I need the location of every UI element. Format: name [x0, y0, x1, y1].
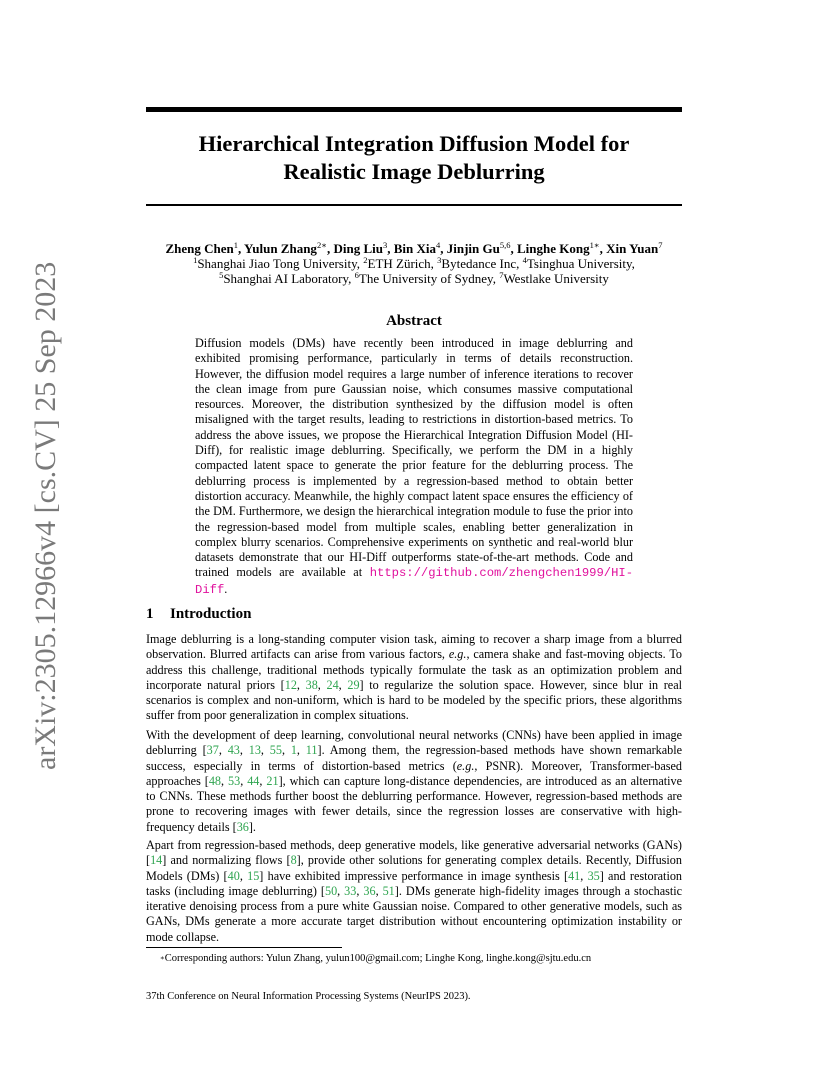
author-name: Xin Yuan [606, 241, 659, 256]
paragraph-text: ] to regularize the solution space. However, since blur in real scenarios is complex and non-uniform, which is hard to be modeled by the specific priors, these algorithms suffer from poor generalization in complex situations. [146, 677, 683, 723]
author-affiliation-mark: 4 [435, 240, 441, 250]
paragraph-text: , [239, 743, 249, 758]
footnote-rule [146, 947, 342, 948]
author-name: Zheng Chen [165, 241, 234, 256]
citation-link[interactable]: 12 [284, 677, 297, 692]
paragraph-text: ]. DMs generate high-fidelity images through a stochastic iterative denoising process from a pure white Gaussian noise. Compared to other generative models, such as GANs, DMs generate a more accurate target distribution without encountering optimization instability or mode collapse. [146, 883, 683, 944]
author-name: Bin Xia [393, 241, 436, 256]
citation-link[interactable]: 43 [227, 743, 240, 758]
affiliations-line-2 [100, 271, 728, 286]
abstract-text: Diffusion models (DMs) have recently been introduced in image deblurring and exhibited promising performance, particularly in terms of details reconstruction. However, the diffusion model requires a large number of inference iterations to recover the clean image from pure Gaussian noise, which consumes massive computational resources. Moreover, the distribution synthesized by the diffusion model is often misaligned with the target results, leading to restrictions in distortion-based metrics. To address the above issues, we propose the Hierarchical Integration Diffusion Model (HI-Diff), for realistic image deblurring. Specifically, we perform the DM in a highly compacted latent space to generate the prior feature for the deblurring process. The deblurring process is implemented by a regression-based method to obtain better distortion accuracy. Meanwhile, the highly compact latent space ensures the efficiency of the DM. Furthermore, we design the hierarchical integration module to fuse the prior into the regression-based model from multiple scales, enabling better generalization in complex blurry scenarios. Comprehensive experiments on synthetic and real-world blur datasets demonstrate that our HI-Diff outperforms state-of-the-art methods. Code and trained models are available at [195, 336, 633, 580]
paragraph-text: , [375, 883, 383, 898]
footnote-text: Corresponding authors: Yulun Zhang, yulun100@gmail.com; Linghe Kong, linghe.kong@sjtu.edu.cn [164, 953, 592, 964]
author-affiliation-mark: 7 [658, 240, 663, 250]
paragraph-text: ] and normalizing flows [ [162, 853, 291, 868]
paragraph-text: , [296, 743, 306, 758]
paragraph-text: , camera shake and fast-moving objects. To address this challenge, traditional methods typically formulate the task as an optimization problem and incorporate natural priors [ [146, 647, 682, 692]
citation-link[interactable]: 14 [150, 853, 163, 868]
section-title: Introduction [170, 606, 252, 622]
author-name: Linghe Kong [516, 241, 590, 256]
affiliation-mark: 1 [193, 255, 198, 265]
paper-title [146, 130, 682, 186]
italic-text: e.g. [456, 758, 475, 773]
paragraph-text: ]. Among them, the regression-based methods have shown remarkable success, especially in terms of distortion-based metrics ( [146, 743, 683, 773]
citation-link[interactable]: 37 [206, 743, 219, 758]
citation-link[interactable]: 44 [247, 773, 260, 788]
citation-link[interactable]: 55 [269, 743, 282, 758]
author-name: Jinjin Gu [446, 241, 500, 256]
paragraph-text: , [239, 868, 248, 883]
affiliation-name: ETH Zürich, [367, 256, 434, 271]
affiliation-name: Bytedance Inc, [441, 256, 520, 271]
author-name: Ding Liu [333, 241, 383, 256]
affiliation-mark: 4 [522, 255, 527, 265]
citation-link[interactable]: 38 [305, 677, 318, 692]
author-names: Zheng Chen$^1$, Yulun Zhang$^{2∗}$, Ding Liu$^3$, Bin Xia$^4$, Jinjin Gu$^{5,6}$, Linghe Kong$^{1∗}$, Xin Yuan$^7$ [165, 240, 663, 256]
paragraph-text: , [296, 677, 306, 692]
code-link[interactable]: https://github.com/zhengchen1999/HI-Diff [195, 566, 634, 597]
affiliation-name: Westlake University [503, 271, 609, 286]
paragraph-text: , [240, 773, 248, 788]
affiliation-mark: 7 [499, 270, 504, 280]
paragraph-text: , [356, 883, 364, 898]
author-affiliation-mark: 3 [382, 240, 388, 250]
citation-link[interactable]: 51 [382, 883, 395, 898]
author-affiliation-mark: 1 [233, 240, 239, 250]
paragraph-text: ] have exhibited impressive performance in image synthesis [ [259, 868, 569, 883]
paragraph-text: ], provide other solutions for generating complex details. Recently, Diffusion Models (DMs) [ [146, 853, 682, 883]
paragraph-text: Image deblurring is a long-standing computer vision task, aiming to recover a sharp image from a blurred observation. Blurred artifacts can arise from various factors, [146, 632, 682, 662]
author-block [100, 241, 728, 286]
affiliation-name: The University of Sydney, [358, 271, 496, 286]
affiliation-mark: 2 [363, 255, 368, 265]
title-bottom-rule [146, 204, 682, 206]
conference-note: 37th Conference on Neural Information Processing Systems (NeurIPS 2023). [146, 991, 471, 1002]
citation-link[interactable]: 36 [363, 883, 376, 898]
paragraph-text: ], which can capture long-distance dependencies, are introduced as an alternative to CNNs. These methods further boost the deblurring performance. However, regression-based methods are prone to recovering images with fewer details, since the regression losses are conservative with high-frequency details [ [146, 773, 683, 834]
affiliation-mark: 5 [219, 270, 224, 280]
title-top-rule [146, 107, 682, 112]
author-name: Yulun Zhang [244, 241, 317, 256]
citation-link[interactable]: 36 [236, 819, 249, 834]
citation-link[interactable]: 33 [344, 883, 357, 898]
affiliation-mark: 3 [437, 255, 442, 265]
paragraph-text: , [338, 677, 348, 692]
footnote [160, 952, 700, 965]
citation-link[interactable]: 24 [326, 677, 339, 692]
affiliation-mark: 6 [354, 270, 359, 280]
affiliation-name: Shanghai Jiao Tong University, [197, 256, 360, 271]
paragraph-text: , [337, 883, 345, 898]
title-line-1: Hierarchical Integration Diffusion Model for [198, 131, 630, 156]
title-line-2: Realistic Image Deblurring [283, 159, 545, 184]
paragraph-text: , [221, 773, 228, 788]
citation-link[interactable]: 48 [208, 773, 221, 788]
intro-paragraph-2 [146, 728, 682, 835]
paragraph-text: ] and restoration tasks (including image deblurring) [ [146, 868, 683, 898]
citation-link[interactable]: 1 [290, 743, 297, 758]
paragraph-text: , PSNR). Moreover, Transformer-based approaches [ [146, 758, 682, 788]
paragraph-text: , [317, 677, 327, 692]
affiliation-name: Tsinghua University, [526, 256, 635, 271]
citation-link[interactable]: 8 [290, 853, 297, 868]
author-affiliation-mark: 5,6 [499, 240, 511, 250]
citation-link[interactable]: 50 [324, 883, 338, 898]
intro-paragraph-1 [146, 632, 682, 724]
footnote-mark: ∗ [160, 954, 165, 962]
affiliations-line-1 [100, 256, 728, 271]
citation-link[interactable]: 21 [266, 773, 279, 788]
paragraph-text: With the development of deep learning, convolutional neural networks (CNNs) have been applied in image deblurring [ [146, 728, 682, 758]
citation-link[interactable]: 53 [228, 773, 241, 788]
paragraph-text: , [281, 743, 291, 758]
section-number: 1 [146, 606, 154, 622]
citation-link[interactable]: 35 [587, 868, 600, 883]
citation-link[interactable]: 11 [305, 743, 318, 758]
citation-link[interactable]: 29 [347, 677, 360, 692]
affiliation-name: Shanghai AI Laboratory, [223, 271, 352, 286]
paragraph-text: , [259, 773, 267, 788]
author-affiliation-mark: 1∗ [589, 240, 600, 250]
citation-link[interactable]: 41 [568, 868, 581, 883]
paragraph-text: , [580, 868, 588, 883]
citation-link[interactable]: 13 [248, 743, 261, 758]
section-heading [146, 606, 251, 623]
citation-link[interactable]: 15 [247, 868, 260, 883]
paragraph-text: ]. [248, 819, 256, 834]
abstract-heading: Abstract [386, 313, 442, 329]
paragraph-text: Apart from regression-based methods, deep generative models, like generative adversarial networks (GANs) [ [146, 838, 682, 868]
paragraph-text: , [218, 743, 228, 758]
citation-link[interactable]: 40 [227, 868, 240, 883]
author-affiliation-mark: 2∗ [316, 240, 327, 250]
arxiv-stamp: arXiv:2305.12966v4 [cs.CV] 25 Sep 2023 [29, 261, 62, 770]
abstract-body: Diffusion models (DMs) have recently been introduced in image deblurring and exhibited promising performance, particularly in terms of details reconstruction. However, the diffusion model requires a large number of inference iterations to recover the clean image from pure Gaussian noise, which consumes massive computational resources. Moreover, the distribution synthesized by the diffusion model is often misaligned with the target results, leading to restrictions in distortion-based metrics. To address the above issues, we propose the Hierarchical Integration Diffusion Model (HI-Diff), for realistic image deblurring. Specifically, we perform the DM in a highly compacted latent space to generate the prior feature for the deblurring process. The deblurring process is implemented by a regression-based method to obtain better distortion accuracy. Meanwhile, the highly compact latent space ensures the efficiency of the DM. Furthermore, we design the hierarchical integration module to fuse the prior into the regression-based model from multiple scales, enabling better generalization in complex blurry scenarios. Comprehensive experiments on synthetic and real-world blur datasets demonstrate that our HI-Diff outperforms state-of-the-art methods. Code and trained models are available at https://github.com/zhengchen1999/HI-Diff. [195, 336, 634, 597]
intro-paragraph-3 [146, 838, 682, 945]
italic-text: e.g. [448, 647, 467, 662]
paragraph-text: , [260, 743, 270, 758]
